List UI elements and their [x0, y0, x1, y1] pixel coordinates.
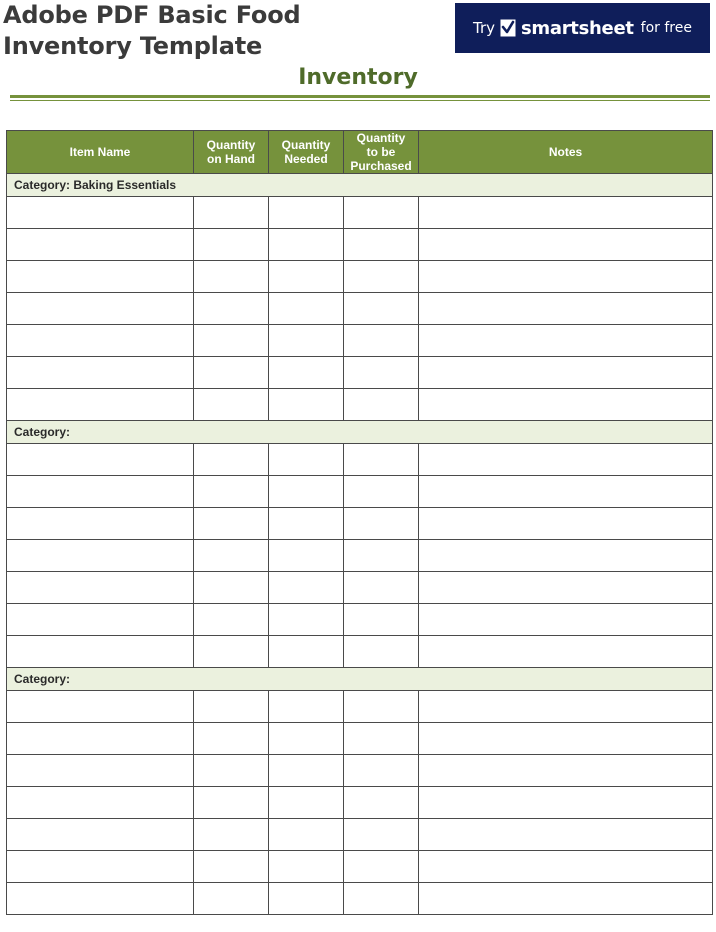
table-row	[7, 508, 713, 540]
cell-quantity-needed[interactable]	[269, 540, 344, 572]
column-header-label-line: on Hand	[207, 152, 255, 166]
cell-quantity-on-hand[interactable]	[194, 540, 269, 572]
document-title	[3, 0, 323, 62]
cell-notes[interactable]	[419, 636, 713, 668]
column-header-item-name-label: Item Name	[69, 145, 131, 159]
cell-quantity-to-be-purchased[interactable]	[344, 476, 419, 508]
cell-notes[interactable]	[419, 572, 713, 604]
cell-quantity-on-hand[interactable]	[194, 197, 269, 229]
table-row	[7, 723, 713, 755]
cell-notes[interactable]	[419, 755, 713, 787]
promo-try-text: Try	[473, 19, 496, 37]
cell-item-name[interactable]	[7, 819, 194, 851]
cell-quantity-to-be-purchased[interactable]	[344, 325, 419, 357]
category-row	[7, 668, 713, 691]
table-row	[7, 444, 713, 476]
cell-quantity-on-hand[interactable]	[194, 261, 269, 293]
cell-item-name[interactable]	[7, 636, 194, 668]
table-header-row	[7, 131, 713, 174]
cell-item-name[interactable]	[7, 691, 194, 723]
cell-quantity-needed[interactable]	[269, 508, 344, 540]
cell-quantity-on-hand[interactable]	[194, 476, 269, 508]
cell-quantity-to-be-purchased[interactable]	[344, 229, 419, 261]
column-header-label-line: Needed	[284, 152, 328, 166]
cell-quantity-to-be-purchased[interactable]	[344, 357, 419, 389]
category-row	[7, 174, 713, 197]
column-header-quantity-on-hand	[194, 131, 269, 174]
cell-quantity-on-hand[interactable]	[194, 293, 269, 325]
cell-quantity-to-be-purchased[interactable]	[344, 851, 419, 883]
table-row	[7, 636, 713, 668]
cell-notes[interactable]	[419, 293, 713, 325]
check-mark-icon	[500, 19, 516, 37]
table-row	[7, 819, 713, 851]
promo-brand-text: smartsheet	[521, 17, 634, 39]
cell-quantity-needed[interactable]	[269, 691, 344, 723]
cell-notes[interactable]	[419, 261, 713, 293]
cell-quantity-on-hand[interactable]	[194, 755, 269, 787]
column-header-label-line: to be	[366, 145, 396, 159]
cell-item-name[interactable]	[7, 883, 194, 915]
cell-item-name[interactable]	[7, 293, 194, 325]
cell-item-name[interactable]	[7, 261, 194, 293]
cell-quantity-needed[interactable]	[269, 851, 344, 883]
cell-quantity-needed[interactable]	[269, 476, 344, 508]
inventory-table	[6, 130, 713, 915]
column-header-quantity-to-be-purchased	[344, 131, 419, 174]
cell-item-name[interactable]	[7, 723, 194, 755]
category-label[interactable]: Category:	[7, 421, 713, 444]
cell-quantity-needed[interactable]	[269, 723, 344, 755]
document-title-line-1: Adobe PDF Basic Food	[3, 1, 301, 29]
cell-notes[interactable]	[419, 508, 713, 540]
title-divider-thick	[10, 95, 710, 98]
cell-quantity-to-be-purchased[interactable]	[344, 508, 419, 540]
cell-quantity-on-hand[interactable]	[194, 572, 269, 604]
cell-quantity-to-be-purchased[interactable]	[344, 691, 419, 723]
cell-quantity-on-hand[interactable]	[194, 389, 269, 421]
table-row	[7, 261, 713, 293]
cell-quantity-needed[interactable]	[269, 293, 344, 325]
cell-quantity-needed[interactable]	[269, 604, 344, 636]
cell-quantity-on-hand[interactable]	[194, 325, 269, 357]
cell-quantity-needed[interactable]	[269, 261, 344, 293]
column-header-quantity-needed	[269, 131, 344, 174]
cell-quantity-needed[interactable]	[269, 883, 344, 915]
table-row	[7, 755, 713, 787]
cell-quantity-to-be-purchased[interactable]	[344, 636, 419, 668]
table-row	[7, 604, 713, 636]
cell-quantity-to-be-purchased[interactable]	[344, 723, 419, 755]
table-row	[7, 540, 713, 572]
cell-notes[interactable]	[419, 229, 713, 261]
cell-item-name[interactable]	[7, 508, 194, 540]
cell-notes[interactable]	[419, 691, 713, 723]
cell-notes[interactable]	[419, 883, 713, 915]
cell-quantity-on-hand[interactable]	[194, 851, 269, 883]
column-header-notes-label: Notes	[548, 145, 583, 159]
column-header-label-line: Quantity	[281, 138, 331, 152]
cell-quantity-to-be-purchased[interactable]	[344, 540, 419, 572]
column-header-label-line: Purchased	[350, 159, 412, 173]
table-row	[7, 229, 713, 261]
cell-item-name[interactable]	[7, 229, 194, 261]
column-header-item-name	[7, 131, 194, 174]
cell-quantity-on-hand[interactable]	[194, 604, 269, 636]
cell-notes[interactable]	[419, 851, 713, 883]
table-row	[7, 325, 713, 357]
table-row	[7, 691, 713, 723]
cell-quantity-to-be-purchased[interactable]	[344, 755, 419, 787]
cell-quantity-on-hand[interactable]	[194, 787, 269, 819]
cell-item-name[interactable]	[7, 197, 194, 229]
table-row	[7, 851, 713, 883]
column-header-notes	[419, 131, 713, 174]
cell-notes[interactable]	[419, 444, 713, 476]
title-divider-thin	[10, 100, 710, 101]
cell-item-name[interactable]	[7, 444, 194, 476]
cell-quantity-needed[interactable]	[269, 755, 344, 787]
table-row	[7, 787, 713, 819]
cell-quantity-to-be-purchased[interactable]	[344, 787, 419, 819]
category-row	[7, 421, 713, 444]
table-row	[7, 389, 713, 421]
cell-item-name[interactable]	[7, 787, 194, 819]
table-row	[7, 883, 713, 915]
cell-quantity-needed[interactable]	[269, 819, 344, 851]
cell-quantity-on-hand[interactable]	[194, 229, 269, 261]
cell-quantity-needed[interactable]	[269, 389, 344, 421]
cell-notes[interactable]	[419, 389, 713, 421]
table-row	[7, 476, 713, 508]
cell-quantity-on-hand[interactable]	[194, 723, 269, 755]
table-row	[7, 357, 713, 389]
cell-quantity-to-be-purchased[interactable]	[344, 293, 419, 325]
cell-quantity-to-be-purchased[interactable]	[344, 819, 419, 851]
cell-quantity-needed[interactable]	[269, 787, 344, 819]
cell-notes[interactable]	[419, 723, 713, 755]
column-header-label-line: Quantity	[206, 138, 256, 152]
try-smartsheet-banner[interactable]	[455, 3, 710, 53]
cell-quantity-needed[interactable]	[269, 197, 344, 229]
column-header-label-line: Quantity	[356, 131, 406, 145]
cell-item-name[interactable]	[7, 604, 194, 636]
cell-quantity-to-be-purchased[interactable]	[344, 197, 419, 229]
cell-notes[interactable]	[419, 540, 713, 572]
cell-quantity-on-hand[interactable]	[194, 636, 269, 668]
cell-quantity-needed[interactable]	[269, 229, 344, 261]
cell-notes[interactable]	[419, 197, 713, 229]
cell-notes[interactable]	[419, 357, 713, 389]
cell-quantity-on-hand[interactable]	[194, 444, 269, 476]
cell-quantity-to-be-purchased[interactable]	[344, 389, 419, 421]
cell-item-name[interactable]	[7, 476, 194, 508]
cell-item-name[interactable]	[7, 572, 194, 604]
cell-item-name[interactable]	[7, 540, 194, 572]
cell-quantity-to-be-purchased[interactable]	[344, 883, 419, 915]
cell-quantity-to-be-purchased[interactable]	[344, 444, 419, 476]
cell-quantity-needed[interactable]	[269, 572, 344, 604]
table-row	[7, 293, 713, 325]
table-row	[7, 197, 713, 229]
cell-quantity-to-be-purchased[interactable]	[344, 261, 419, 293]
cell-item-name[interactable]	[7, 389, 194, 421]
cell-notes[interactable]	[419, 787, 713, 819]
cell-notes[interactable]	[419, 476, 713, 508]
category-label[interactable]: Category:	[7, 668, 713, 691]
cell-quantity-on-hand[interactable]	[194, 883, 269, 915]
section-title: Inventory	[298, 65, 418, 90]
document-title-line-2: Inventory Template	[3, 32, 263, 60]
cell-quantity-to-be-purchased[interactable]	[344, 604, 419, 636]
category-label[interactable]: Category: Baking Essentials	[7, 174, 713, 197]
cell-item-name[interactable]	[7, 325, 194, 357]
cell-notes[interactable]	[419, 325, 713, 357]
cell-quantity-needed[interactable]	[269, 325, 344, 357]
cell-quantity-to-be-purchased[interactable]	[344, 572, 419, 604]
cell-item-name[interactable]	[7, 755, 194, 787]
cell-quantity-on-hand[interactable]	[194, 691, 269, 723]
cell-quantity-on-hand[interactable]	[194, 508, 269, 540]
cell-quantity-needed[interactable]	[269, 357, 344, 389]
cell-quantity-needed[interactable]	[269, 636, 344, 668]
table-row	[7, 572, 713, 604]
promo-free-text: for free	[640, 20, 692, 36]
cell-quantity-on-hand[interactable]	[194, 357, 269, 389]
cell-notes[interactable]	[419, 819, 713, 851]
cell-item-name[interactable]	[7, 357, 194, 389]
cell-quantity-on-hand[interactable]	[194, 819, 269, 851]
cell-notes[interactable]	[419, 604, 713, 636]
cell-quantity-needed[interactable]	[269, 444, 344, 476]
cell-item-name[interactable]	[7, 851, 194, 883]
